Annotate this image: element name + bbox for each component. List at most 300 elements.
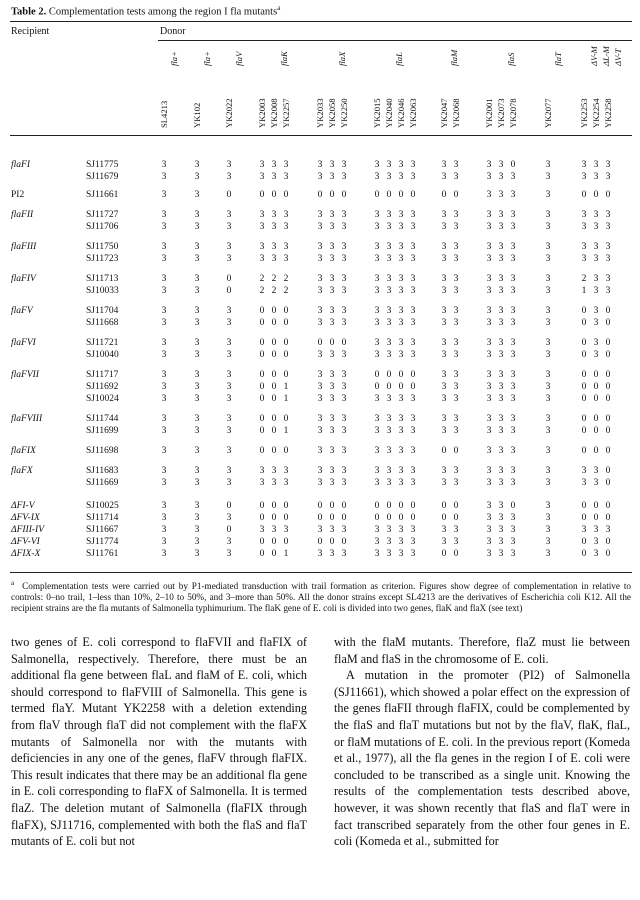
recipient-strain: SJ11727	[86, 210, 119, 220]
complementation-value: 3	[317, 370, 323, 380]
complementation-value: 0	[271, 394, 277, 404]
complementation-value: 3	[486, 466, 492, 476]
complementation-value: 3	[545, 513, 551, 523]
complementation-value: 3	[283, 242, 289, 252]
complementation-value: 0	[317, 537, 323, 547]
donor-gene-label: fla+	[169, 51, 179, 66]
complementation-value: 3	[226, 172, 232, 182]
complementation-value: 1	[283, 426, 289, 436]
complementation-value: 3	[398, 274, 404, 284]
complementation-value: 0	[259, 513, 265, 523]
complementation-value: 3	[386, 160, 392, 170]
complementation-value: 0	[317, 513, 323, 523]
complementation-value: 3	[386, 466, 392, 476]
complementation-value: 0	[581, 426, 587, 436]
complementation-value: 3	[283, 478, 289, 488]
complementation-value: 3	[593, 222, 599, 232]
complementation-value: 3	[194, 242, 200, 252]
complementation-value: 3	[271, 478, 277, 488]
table-row	[0, 370, 640, 381]
complementation-value: 0	[226, 190, 232, 200]
complementation-value: 3	[194, 172, 200, 182]
complementation-value: 3	[486, 414, 492, 424]
complementation-value: 3	[259, 210, 265, 220]
complementation-value: 3	[317, 172, 323, 182]
table-caption	[11, 4, 280, 18]
donor-column-header: YK2058	[327, 98, 337, 128]
complementation-value: 0	[271, 382, 277, 392]
complementation-value: 0	[386, 513, 392, 523]
complementation-value: 3	[398, 172, 404, 182]
complementation-value: 3	[398, 478, 404, 488]
complementation-value: 3	[161, 394, 167, 404]
complementation-value: 3	[410, 274, 416, 284]
donor-column-header: YK2040	[384, 98, 394, 128]
complementation-value: 3	[386, 242, 392, 252]
complementation-value: 3	[486, 222, 492, 232]
complementation-value: 0	[259, 549, 265, 559]
complementation-value: 0	[581, 537, 587, 547]
complementation-value: 3	[194, 537, 200, 547]
complementation-value: 3	[161, 370, 167, 380]
complementation-value: 3	[498, 414, 504, 424]
complementation-value: 3	[194, 286, 200, 296]
complementation-value: 3	[341, 274, 347, 284]
complementation-value: 3	[194, 160, 200, 170]
recipient-strain: SJ11706	[86, 222, 119, 232]
complementation-value: 0	[271, 350, 277, 360]
complementation-value: 0	[441, 549, 447, 559]
complementation-value: 0	[398, 370, 404, 380]
complementation-value: 3	[374, 350, 380, 360]
complementation-value: 3	[329, 274, 335, 284]
complementation-value: 3	[605, 222, 611, 232]
complementation-value: 0	[283, 370, 289, 380]
complementation-value: 3	[259, 172, 265, 182]
complementation-value: 3	[341, 525, 347, 535]
complementation-value: 2	[283, 286, 289, 296]
complementation-value: 3	[374, 274, 380, 284]
complementation-value: 3	[410, 426, 416, 436]
complementation-value: 3	[386, 210, 392, 220]
complementation-value: 3	[386, 394, 392, 404]
table-row	[0, 318, 640, 329]
complementation-value: 3	[510, 286, 516, 296]
complementation-value: 3	[329, 318, 335, 328]
complementation-value: 3	[341, 549, 347, 559]
complementation-value: 0	[581, 513, 587, 523]
complementation-value: 3	[341, 254, 347, 264]
complementation-value: 3	[341, 242, 347, 252]
complementation-value: 3	[194, 350, 200, 360]
complementation-value: 0	[271, 190, 277, 200]
recipient-strain: SJ11692	[86, 382, 119, 392]
complementation-value: 0	[271, 318, 277, 328]
complementation-value: 3	[317, 350, 323, 360]
complementation-value: 3	[283, 254, 289, 264]
complementation-value: 0	[259, 394, 265, 404]
complementation-value: 3	[317, 306, 323, 316]
complementation-value: 3	[510, 537, 516, 547]
complementation-value: 3	[398, 242, 404, 252]
complementation-value: 3	[341, 382, 347, 392]
complementation-value: 3	[329, 210, 335, 220]
complementation-value: 3	[410, 414, 416, 424]
table-row	[0, 172, 640, 183]
complementation-value: 0	[593, 414, 599, 424]
complementation-value: 3	[161, 338, 167, 348]
complementation-value: 3	[593, 286, 599, 296]
complementation-value: 3	[374, 394, 380, 404]
complementation-value: 3	[161, 414, 167, 424]
complementation-value: 3	[398, 210, 404, 220]
complementation-value: 3	[410, 350, 416, 360]
complementation-value: 0	[374, 382, 380, 392]
complementation-value: 3	[498, 426, 504, 436]
recipient-strain: SJ11774	[86, 537, 119, 547]
complementation-value: 3	[510, 210, 516, 220]
complementation-value: 0	[259, 446, 265, 456]
complementation-value: 3	[545, 370, 551, 380]
complementation-value: 3	[226, 426, 232, 436]
complementation-value: 0	[283, 350, 289, 360]
complementation-value: 3	[194, 370, 200, 380]
complementation-value: 0	[283, 306, 289, 316]
complementation-value: 3	[581, 525, 587, 535]
complementation-value: 3	[605, 242, 611, 252]
complementation-value: 3	[441, 286, 447, 296]
complementation-value: 3	[161, 549, 167, 559]
complementation-value: 3	[593, 338, 599, 348]
recipient-strain: SJ10040	[86, 350, 119, 360]
complementation-value: 3	[410, 242, 416, 252]
complementation-value: 3	[498, 350, 504, 360]
donor-column-header: YK2022	[224, 98, 234, 128]
complementation-value: 3	[283, 210, 289, 220]
footnote-text: Complementation tests were carried out by P1-mediated transduction with trail formation as criterion. Figures show degree of complementation in relative to controls: 0–no trail, 1–less than 10%, 2–10 to 50%, and 3–more than 50%. All the donor strains except SL4213 are the derivatives of Escherichia coli K12. All the recipient strains are the fla mutants of Salmonella typhimurium. The flaK gene of E. coli is divided into two genes, flaK and flaX (see text)	[11, 581, 631, 614]
recipient-strain: SJ11699	[86, 426, 119, 436]
complementation-value: 3	[341, 318, 347, 328]
complementation-value: 3	[441, 525, 447, 535]
complementation-value: 3	[593, 254, 599, 264]
complementation-value: 3	[161, 382, 167, 392]
complementation-value: 3	[545, 318, 551, 328]
complementation-value: 3	[329, 172, 335, 182]
complementation-value: 3	[317, 222, 323, 232]
complementation-value: 3	[161, 350, 167, 360]
complementation-value: 0	[581, 350, 587, 360]
complementation-value: 3	[581, 254, 587, 264]
complementation-value: 3	[226, 478, 232, 488]
complementation-value: 3	[593, 350, 599, 360]
complementation-value: 3	[581, 478, 587, 488]
complementation-value: 0	[581, 394, 587, 404]
complementation-value: 3	[453, 318, 459, 328]
complementation-value: 0	[271, 426, 277, 436]
complementation-value: 3	[386, 414, 392, 424]
complementation-value: 3	[545, 537, 551, 547]
complementation-value: 0	[441, 190, 447, 200]
complementation-value: 3	[593, 306, 599, 316]
complementation-value: 3	[441, 306, 447, 316]
complementation-value: 3	[581, 160, 587, 170]
complementation-value: 3	[510, 525, 516, 535]
complementation-value: 0	[581, 501, 587, 511]
donor-column-header: YK2078	[508, 98, 518, 128]
complementation-value: 3	[271, 160, 277, 170]
complementation-value: 3	[161, 478, 167, 488]
complementation-value: 3	[510, 274, 516, 284]
table-row	[0, 254, 640, 265]
complementation-value: 0	[374, 513, 380, 523]
right-column-paragraph-2: A mutation in the promoter (PI2) of Salmonella (SJ11661), which showed a polar effect on the expression of the genes flaFII through flaFIX, could be complemented by the flaS and flaT mutations but not by the flaV, flaK, flaL, or flaM mutations of E. coli. In the previous report (Komeda et al., 1977), all the fla genes in the region I of E. coli were concluded to be transcribed as a single unit. Knowing the results of the complementation tests described above, however, it was shown recently that flaS and flaT were in fact transcribed separately from the other four genes in E. coli (Komeda et al., submitted for	[334, 668, 630, 849]
body-right-column	[334, 634, 630, 850]
donor-column-header: YK2077	[543, 98, 553, 128]
recipient-gene: ΔFIII-IV	[11, 525, 44, 535]
complementation-value: 0	[226, 286, 232, 296]
donor-column-header: YK102	[192, 102, 202, 128]
complementation-value: 2	[259, 274, 265, 284]
complementation-value: 3	[545, 306, 551, 316]
donor-column-header: YK2046	[396, 98, 406, 128]
complementation-value: 3	[453, 426, 459, 436]
recipient-gene: flaFV	[11, 306, 33, 316]
complementation-value: 3	[226, 394, 232, 404]
complementation-value: 0	[453, 446, 459, 456]
complementation-value: 0	[581, 370, 587, 380]
complementation-value: 3	[259, 478, 265, 488]
donor-column-header: YK2008	[269, 98, 279, 128]
complementation-value: 3	[441, 222, 447, 232]
complementation-value: 3	[441, 426, 447, 436]
complementation-value: 3	[161, 172, 167, 182]
complementation-value: 3	[498, 525, 504, 535]
table-row	[0, 525, 640, 536]
complementation-value: 3	[453, 242, 459, 252]
complementation-value: 3	[510, 478, 516, 488]
complementation-value: 3	[398, 414, 404, 424]
complementation-value: 3	[341, 172, 347, 182]
complementation-value: 3	[374, 172, 380, 182]
table-header-rule	[10, 135, 632, 136]
complementation-value: 3	[441, 338, 447, 348]
complementation-value: 3	[545, 501, 551, 511]
complementation-value: 3	[593, 160, 599, 170]
complementation-value: 0	[259, 426, 265, 436]
complementation-value: 3	[194, 338, 200, 348]
complementation-value: 3	[226, 350, 232, 360]
complementation-value: 3	[194, 525, 200, 535]
complementation-value: 3	[341, 426, 347, 436]
complementation-value: 0	[593, 446, 599, 456]
complementation-value: 0	[226, 525, 232, 535]
complementation-value: 3	[410, 338, 416, 348]
complementation-value: 3	[226, 160, 232, 170]
complementation-value: 0	[593, 370, 599, 380]
complementation-value: 0	[581, 549, 587, 559]
complementation-value: 0	[386, 190, 392, 200]
complementation-value: 3	[259, 254, 265, 264]
complementation-value: 3	[498, 478, 504, 488]
complementation-value: 3	[194, 318, 200, 328]
complementation-value: 3	[398, 338, 404, 348]
complementation-value: 3	[410, 306, 416, 316]
complementation-value: 3	[398, 306, 404, 316]
donor-gene-label: ΔV-M	[589, 46, 599, 66]
left-column-paragraph: two genes of E. coli correspond to flaFVII and flaFIX of Salmonella, respectively. Therefore, there must be an additional fla gene between flaL and flaM of E. coli, which should correspond to flaFVIII of Salmonella. This gene is termed flaY. Mutant YK2258 with a deletion extending from flaV through flaT did not complement with the flaFX mutants of Salmonella nor with the mutants with deficiencies in any one of the genes, flaFV through flaFIX. This result indicates that there may be an additional fla gene in E. coli corresponding to flaFX of Salmonella. It is termed flaZ. The deletion mutant of Salmonella (flaFIX through flaFX), SJ11716, complemented with both the flaS and flaT mutants of E. coli but not	[11, 635, 307, 849]
complementation-value: 3	[374, 549, 380, 559]
complementation-value: 3	[329, 394, 335, 404]
complementation-value: 3	[398, 466, 404, 476]
complementation-value: 3	[329, 466, 335, 476]
complementation-value: 3	[226, 222, 232, 232]
complementation-value: 3	[271, 525, 277, 535]
complementation-value: 3	[271, 466, 277, 476]
complementation-value: 3	[545, 286, 551, 296]
complementation-value: 0	[271, 306, 277, 316]
complementation-value: 3	[498, 394, 504, 404]
table-bottom-rule	[10, 572, 632, 573]
complementation-value: 3	[226, 466, 232, 476]
complementation-value: 2	[581, 274, 587, 284]
complementation-value: 3	[410, 525, 416, 535]
complementation-value: 3	[441, 478, 447, 488]
complementation-value: 0	[581, 190, 587, 200]
complementation-value: 3	[593, 318, 599, 328]
complementation-value: 0	[271, 513, 277, 523]
complementation-value: 0	[259, 414, 265, 424]
complementation-value: 0	[581, 306, 587, 316]
donor-gene-label: flaX	[337, 51, 347, 66]
complementation-value: 3	[194, 274, 200, 284]
complementation-value: 3	[498, 382, 504, 392]
complementation-value: 3	[398, 394, 404, 404]
complementation-value: 3	[545, 549, 551, 559]
complementation-value: 3	[545, 525, 551, 535]
complementation-value: 3	[374, 446, 380, 456]
complementation-value: 3	[453, 394, 459, 404]
complementation-value: 2	[283, 274, 289, 284]
complementation-value: 3	[386, 446, 392, 456]
complementation-value: 3	[317, 318, 323, 328]
complementation-value: 3	[486, 350, 492, 360]
complementation-value: 0	[593, 501, 599, 511]
complementation-value: 3	[161, 242, 167, 252]
complementation-value: 3	[605, 210, 611, 220]
complementation-value: 3	[545, 394, 551, 404]
donor-column-header: YK2047	[439, 98, 449, 128]
complementation-value: 0	[410, 370, 416, 380]
complementation-value: 3	[410, 478, 416, 488]
complementation-value: 3	[593, 537, 599, 547]
recipient-strain: SJ10025	[86, 501, 119, 511]
complementation-value: 0	[453, 190, 459, 200]
complementation-value: 3	[593, 525, 599, 535]
complementation-value: 3	[329, 478, 335, 488]
complementation-value: 3	[194, 394, 200, 404]
complementation-value: 3	[194, 306, 200, 316]
complementation-value: 3	[226, 306, 232, 316]
complementation-value: 3	[486, 537, 492, 547]
donor-gene-label: ΔL-M	[601, 46, 611, 66]
complementation-value: 0	[329, 537, 335, 547]
complementation-value: 0	[410, 382, 416, 392]
complementation-value: 3	[510, 318, 516, 328]
complementation-value: 3	[194, 254, 200, 264]
complementation-value: 0	[605, 478, 611, 488]
recipient-gene: flaFVII	[11, 370, 39, 380]
complementation-value: 3	[161, 190, 167, 200]
complementation-value: 3	[317, 549, 323, 559]
body-left-column	[11, 634, 307, 850]
complementation-value: 3	[441, 254, 447, 264]
complementation-value: 0	[283, 501, 289, 511]
recipient-strain: SJ11698	[86, 446, 119, 456]
table-row	[0, 306, 640, 317]
complementation-value: 3	[441, 172, 447, 182]
complementation-value: 3	[386, 306, 392, 316]
complementation-value: 3	[498, 338, 504, 348]
recipient-gene: flaFVI	[11, 338, 36, 348]
complementation-value: 3	[398, 254, 404, 264]
complementation-value: 0	[283, 338, 289, 348]
complementation-value: 3	[498, 242, 504, 252]
recipient-strain: SJ11744	[86, 414, 119, 424]
table-row	[0, 160, 640, 171]
complementation-value: 0	[593, 190, 599, 200]
recipient-strain: SJ11667	[86, 525, 119, 535]
complementation-value: 3	[374, 222, 380, 232]
complementation-value: 3	[510, 254, 516, 264]
table-footnote	[11, 578, 631, 615]
complementation-value: 3	[226, 414, 232, 424]
complementation-value: 3	[486, 525, 492, 535]
complementation-value: 3	[329, 242, 335, 252]
table-row	[0, 537, 640, 548]
complementation-value: 3	[194, 414, 200, 424]
donor-column-header: YK2063	[408, 98, 418, 128]
complementation-value: 0	[259, 370, 265, 380]
recipient-gene: flaFIX	[11, 446, 36, 456]
complementation-value: 0	[605, 370, 611, 380]
donor-gene-label: flaL	[394, 52, 404, 66]
complementation-value: 3	[441, 210, 447, 220]
complementation-value: 3	[374, 160, 380, 170]
complementation-value: 3	[486, 254, 492, 264]
complementation-value: 3	[374, 338, 380, 348]
complementation-value: 3	[271, 254, 277, 264]
complementation-value: 3	[410, 172, 416, 182]
complementation-value: 3	[374, 254, 380, 264]
complementation-value: 0	[271, 537, 277, 547]
complementation-value: 3	[605, 160, 611, 170]
complementation-value: 3	[398, 525, 404, 535]
complementation-value: 3	[486, 306, 492, 316]
complementation-value: 0	[259, 338, 265, 348]
complementation-value: 3	[498, 501, 504, 511]
recipient-gene: flaFII	[11, 210, 34, 220]
complementation-value: 0	[283, 190, 289, 200]
complementation-value: 0	[581, 338, 587, 348]
complementation-value: 0	[283, 537, 289, 547]
complementation-value: 3	[510, 350, 516, 360]
recipient-gene: ΔFV-IX	[11, 513, 40, 523]
complementation-value: 3	[226, 537, 232, 547]
complementation-value: 3	[486, 370, 492, 380]
complementation-value: 3	[194, 513, 200, 523]
table-row	[0, 549, 640, 560]
complementation-value: 3	[593, 549, 599, 559]
